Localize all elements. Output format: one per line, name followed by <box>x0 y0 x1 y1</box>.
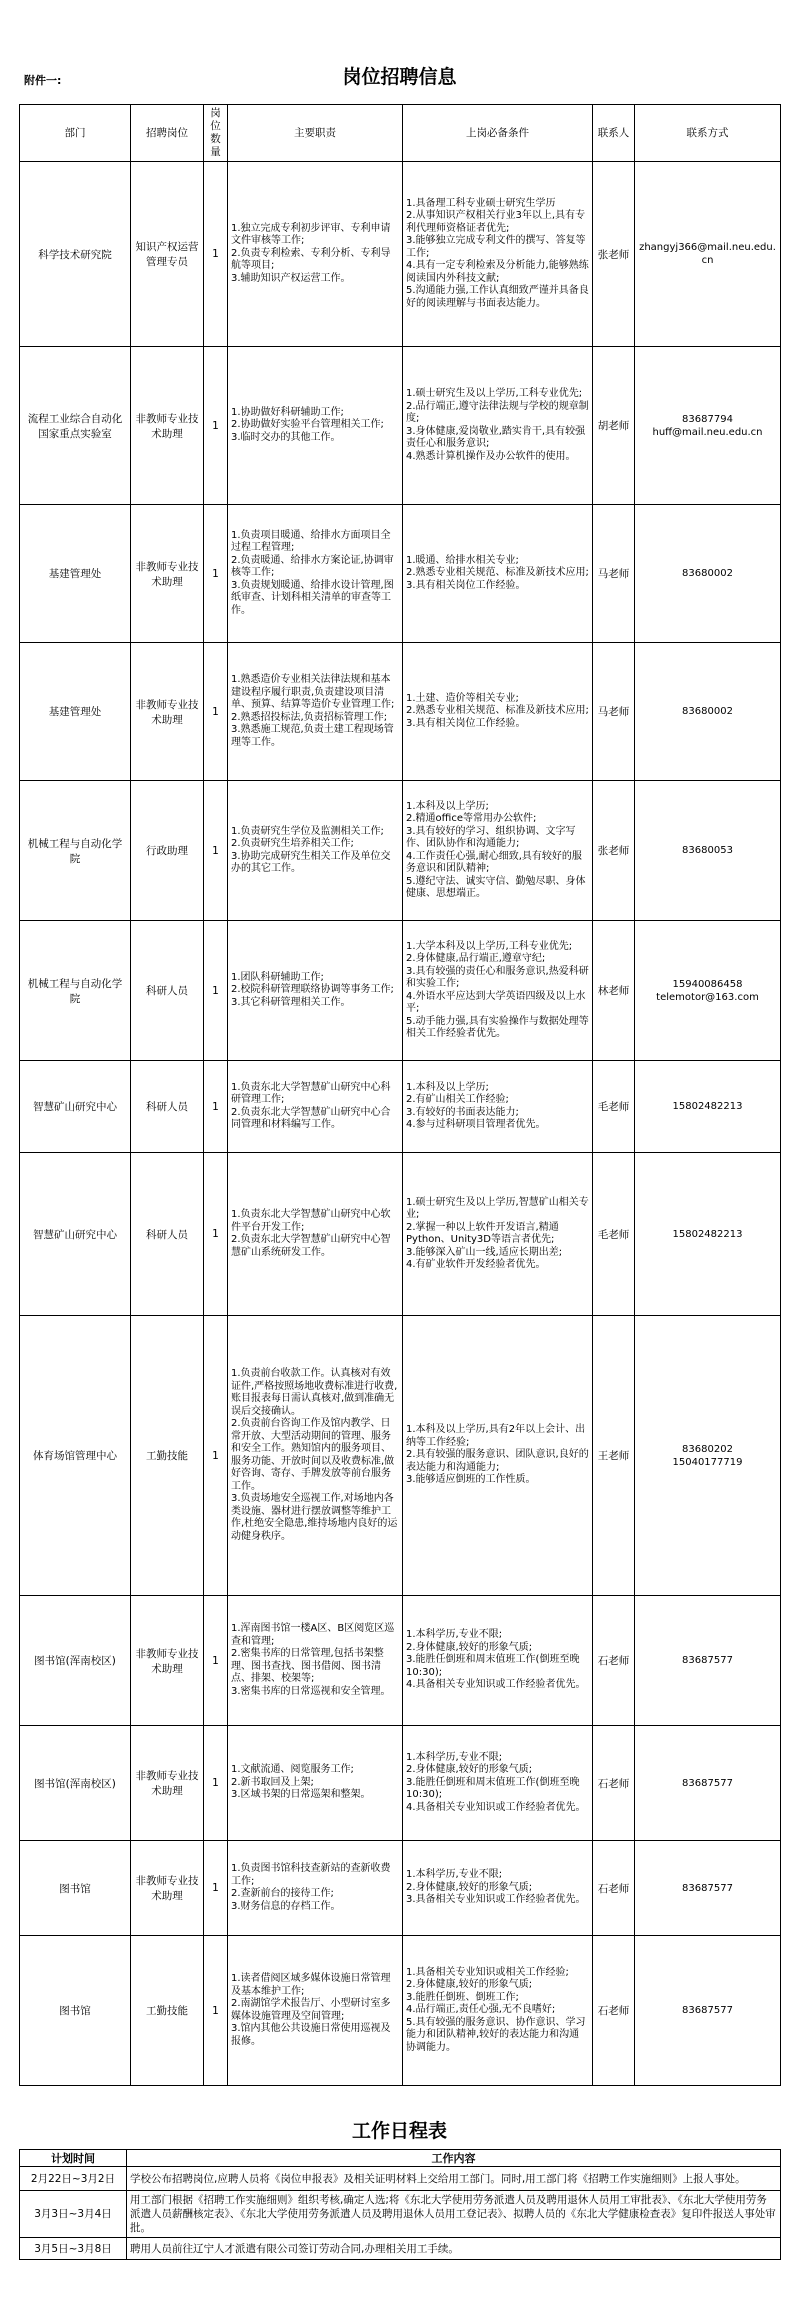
reqs-cell-line: 3.能够适应倒班的工作性质。 <box>406 1474 536 1486</box>
duties-cell-line: 3.临时交办的其他工作。 <box>231 431 341 443</box>
reqs-cell-line: 4.具备相关专业知识或工作经验者优先。 <box>406 1801 586 1813</box>
reqs-cell-line: 4.工作责任心强,耐心细致,具有较好的服务意识和团队精神; <box>406 850 582 874</box>
contact-info-cell-line: 83680002 <box>682 706 733 717</box>
table-row <box>20 1153 781 1316</box>
reqs-cell-line: 2.掌握一种以上软件开发语言,精通Python、Unity3D等语言者优先; <box>406 1221 559 1245</box>
reqs-cell-line: 3.具有相关岗位工作经验。 <box>406 579 526 591</box>
contact-info-cell-line: zhangyj366@mail.neu.edu.cn <box>639 242 776 266</box>
reqs-cell <box>403 1726 593 1841</box>
reqs-cell-line: 1.本科及以上学历; <box>406 1081 489 1093</box>
duties-cell-line: 1.负责项目暖通、给排水方面项目全过程工程管理; <box>231 529 391 554</box>
reqs-cell-line: 5.遵纪守法、诚实守信、勤勉尽职、身体健康、思想端正。 <box>406 875 586 899</box>
schedule-header-row <box>20 2150 781 2167</box>
contact-info-cell <box>635 1316 781 1596</box>
contact-info-cell <box>635 781 781 921</box>
contact-person-cell: 石老师 <box>593 1841 635 1936</box>
duties-cell-line: 1.负责图书馆科技查新站的查新收费工作; <box>231 1863 391 1887</box>
reqs-cell-line: 1.本科及以上学历; <box>406 800 489 812</box>
contact-info-cell-line: 83687794 <box>682 413 733 425</box>
header-dept: 部门 <box>20 105 131 162</box>
post-cell: 知识产权运营管理专员 <box>131 162 204 347</box>
contact-info-cell-line: 83680202 <box>682 1443 733 1455</box>
reqs-cell-line: 1.本科学历,专业不限; <box>406 1751 503 1763</box>
reqs-cell <box>403 781 593 921</box>
table-row <box>20 643 781 781</box>
duties-cell-line: 3.负责场地安全巡视工作,对场地内各类设施、器材进行摆放调整等维护工作,杜绝安全隐患,维持场地内良好的运动健身秩序。 <box>231 1493 398 1542</box>
reqs-cell-line: 3.具备相关专业知识或工作经验者优先。 <box>406 1894 586 1906</box>
dept-cell: 图书馆(浑南校区) <box>20 1726 131 1841</box>
count-cell: 1 <box>204 505 228 643</box>
reqs-cell-line: 2.具有较强的服务意识、团队意识,良好的表达能力和沟通能力; <box>406 1449 589 1473</box>
table-row <box>20 1596 781 1726</box>
contact-info-cell-line: 15802482213 <box>672 1101 743 1112</box>
post-cell: 科研人员 <box>131 1153 204 1316</box>
post-cell: 非教师专业技术助理 <box>131 1596 204 1726</box>
count-cell: 1 <box>204 1316 228 1596</box>
dept-cell: 基建管理处 <box>20 505 131 643</box>
duties-cell-line: 2.南湖馆学术报告厅、小型研讨室多媒体设施管理及空间管理; <box>231 1998 391 2022</box>
page-title: 岗位招聘信息 <box>342 66 457 88</box>
reqs-cell-line: 1.硕士研究生及以上学历,智慧矿山相关专业; <box>406 1196 589 1220</box>
post-cell: 非教师专业技术助理 <box>131 1726 204 1841</box>
schedule-table <box>19 2149 781 2260</box>
contact-info-cell-line: 83680053 <box>682 845 733 856</box>
duties-cell <box>228 347 403 505</box>
reqs-cell-line: 1.本科学历,专业不限; <box>406 1629 503 1641</box>
header-time: 计划时间 <box>20 2150 127 2167</box>
contact-info-cell <box>635 921 781 1061</box>
table-row <box>20 781 781 921</box>
contact-info-cell-line: telemotor@163.com <box>656 991 759 1003</box>
duties-cell-line: 3.熟悉施工规范,负责土建工程现场管理等工作。 <box>231 724 394 748</box>
contact-info-cell <box>635 1936 781 2086</box>
duties-cell-line: 3.财务信息的存档工作。 <box>231 1900 341 1912</box>
reqs-cell <box>403 505 593 643</box>
duties-cell-line: 1.读者借阅区域多媒体设施日常管理及基本维护工作; <box>231 1973 391 1997</box>
duties-cell-line: 1.团队科研辅助工作; <box>231 971 324 983</box>
contact-person-cell: 马老师 <box>593 505 635 643</box>
duties-cell <box>228 1726 403 1841</box>
duties-cell-line: 2.新书取回及上架; <box>231 1776 314 1788</box>
post-cell: 非教师专业技术助理 <box>131 505 204 643</box>
contact-info-cell <box>635 1596 781 1726</box>
duties-cell-line: 2.查新前台的接待工作; <box>231 1888 334 1899</box>
post-cell: 工勤技能 <box>131 1316 204 1596</box>
reqs-cell-line: 3.能胜任倒班、倒班工作; <box>406 1991 519 2003</box>
duties-cell-line: 1.浑南图书馆一楼A区、B区阅览区巡查和管理; <box>231 1623 395 1647</box>
schedule-row <box>20 2238 781 2260</box>
duties-cell <box>228 1596 403 1726</box>
recruitment-table <box>19 104 781 2086</box>
contact-info-cell <box>635 1061 781 1153</box>
dept-cell: 机械工程与自动化学院 <box>20 781 131 921</box>
duties-cell-line: 3.馆内其他公共设施日常使用巡视及报修。 <box>231 2023 391 2047</box>
dept-cell: 基建管理处 <box>20 643 131 781</box>
contact-info-cell-line: 83687577 <box>682 1882 733 1894</box>
reqs-cell <box>403 162 593 347</box>
table-row <box>20 505 781 643</box>
duties-cell-line: 1.负责研究生学位及监测相关工作; <box>231 825 384 837</box>
reqs-cell <box>403 921 593 1061</box>
reqs-cell-line: 3.能够独立完成专利文件的撰写、答复等工作; <box>406 235 586 259</box>
contact-person-cell: 张老师 <box>593 781 635 921</box>
duties-cell <box>228 505 403 643</box>
reqs-cell-line: 2.品行端正,遵守法律法规与学校的规章制度; <box>406 400 589 424</box>
reqs-cell <box>403 1153 593 1316</box>
content-cell: 聘用人员前往辽宁人才派遣有限公司签订劳动合同,办理相关用工手续。 <box>127 2238 781 2260</box>
duties-cell <box>228 1061 403 1153</box>
reqs-cell-line: 4.熟悉计算机操作及办公软件的使用。 <box>406 450 576 462</box>
count-cell: 1 <box>204 347 228 505</box>
reqs-cell-line: 3.能够深入矿山一线,适应长期出差; <box>406 1246 563 1258</box>
reqs-cell-line: 4.具备相关专业知识或工作经验者优先。 <box>406 1679 586 1691</box>
reqs-cell <box>403 643 593 781</box>
reqs-cell-line: 5.动手能力强,具有实验操作与数据处理等相关工作经验者优先。 <box>406 1015 589 1039</box>
duties-cell-line: 2.负责东北大学智慧矿山研究中心智慧矿山系统研发工作。 <box>231 1234 391 1258</box>
header-post: 招聘岗位 <box>131 105 204 162</box>
reqs-cell-line: 2.从事知识产权相关行业3年以上,具有专利代理师资格证者优先; <box>406 210 586 234</box>
duties-cell-line: 3.辅助知识产权运营工作。 <box>231 272 351 284</box>
header-person: 联系人 <box>593 105 635 162</box>
reqs-cell-line: 1.具备相关专业知识或相关工作经验; <box>406 1966 569 1978</box>
contact-person-cell: 石老师 <box>593 1596 635 1726</box>
reqs-cell <box>403 1061 593 1153</box>
post-cell: 行政助理 <box>131 781 204 921</box>
reqs-cell-line: 4.品行端正,责任心强,无不良嗜好; <box>406 2004 556 2016</box>
duties-cell-line: 2.熟悉招投标法,负责招标管理工作; <box>231 711 388 723</box>
table-row <box>20 921 781 1061</box>
table-row <box>20 1316 781 1596</box>
table-header-row <box>20 105 781 162</box>
reqs-cell-line: 2.精通office等常用办公软件; <box>406 813 537 824</box>
duties-cell <box>228 781 403 921</box>
count-cell: 1 <box>204 162 228 347</box>
reqs-cell-line: 1.大学本科及以上学历,工科专业优先; <box>406 940 573 952</box>
contact-person-cell: 毛老师 <box>593 1061 635 1153</box>
contact-info-cell-line: 15040177719 <box>672 1456 743 1468</box>
duties-cell-line: 1.负责东北大学智慧矿山研究中心软件平台开发工作; <box>231 1209 391 1233</box>
reqs-cell-line: 1.本科学历,专业不限; <box>406 1869 503 1881</box>
duties-cell <box>228 1841 403 1936</box>
reqs-cell-line: 4.参与过科研项目管理者优先。 <box>406 1119 546 1130</box>
table-row <box>20 1726 781 1841</box>
contact-info-cell-line: 15802482213 <box>672 1228 743 1240</box>
duties-cell <box>228 162 403 347</box>
reqs-cell-line: 3.能胜任倒班和周末值班工作(倒班至晚10:30); <box>406 1776 580 1801</box>
attachment-label: 附件一: <box>24 74 62 87</box>
contact-person-cell: 石老师 <box>593 1726 635 1841</box>
dept-cell: 图书馆 <box>20 1841 131 1936</box>
duties-cell-line: 2.负责暖通、给排水方案论证,协调审核等工作; <box>231 554 394 579</box>
duties-cell-line: 2.负责东北大学智慧矿山研究中心合同管理和材料编写工作。 <box>231 1106 391 1130</box>
count-cell: 1 <box>204 921 228 1061</box>
table-row <box>20 162 781 347</box>
reqs-cell-line: 1.硕士研究生及以上学历,工科专业优先; <box>406 388 583 399</box>
contact-person-cell: 胡老师 <box>593 347 635 505</box>
count-cell: 1 <box>204 1726 228 1841</box>
dept-cell: 智慧矿山研究中心 <box>20 1153 131 1316</box>
duties-cell-line: 2.负责前台咨询工作及馆内教学、日常开放、大型活动期间的管理、服务和安全工作。熟知馆内的服务项目、服务功能、开放时间以及收费标准,做好咨询、寄存、手牌发放等前台服务工作。 <box>231 1418 395 1492</box>
table-row <box>20 1061 781 1153</box>
duties-cell-line: 2.负责专利检索、专利分析、专利导航等项目; <box>231 247 391 272</box>
post-cell: 非教师专业技术助理 <box>131 347 204 505</box>
contact-info-cell-line: 83687577 <box>682 1777 733 1789</box>
reqs-cell-line: 2.熟悉专业相关规范、标准及新技术应用; <box>406 705 589 717</box>
dept-cell: 科学技术研究院 <box>20 162 131 347</box>
post-cell: 科研人员 <box>131 1061 204 1153</box>
dept-cell: 体育场馆管理中心 <box>20 1316 131 1596</box>
dept-cell: 图书馆(浑南校区) <box>20 1596 131 1726</box>
duties-cell-line: 3.负责规划暖通、给排水设计管理,图纸审查、计划科相关清单的审查等工作。 <box>231 579 394 616</box>
reqs-cell-line: 3.具有较好的学习、组织协调、文字写作、团队协作和沟通能力; <box>406 825 576 849</box>
content-cell: 学校公布招聘岗位,应聘人员将《岗位申报表》及相关证明材料上交给用工部门。同时,用工部门将《招聘工作实施细则》上报人事处。 <box>127 2167 781 2191</box>
reqs-cell-line: 3.具有较强的责任心和服务意识,热爱科研和实验工作; <box>406 965 589 989</box>
duties-cell-line: 1.负责东北大学智慧矿山研究中心科研管理工作; <box>231 1081 391 1105</box>
reqs-cell-line: 3.有较好的书面表达能力; <box>406 1106 519 1118</box>
contact-person-cell: 石老师 <box>593 1936 635 2086</box>
dept-cell: 图书馆 <box>20 1936 131 2086</box>
time-cell: 2月22日~3月2日 <box>20 2167 127 2191</box>
contact-person-cell: 林老师 <box>593 921 635 1061</box>
dept-cell: 流程工业综合自动化国家重点实验室 <box>20 347 131 505</box>
post-cell: 工勤技能 <box>131 1936 204 2086</box>
table-row <box>20 347 781 505</box>
reqs-cell-line: 2.身体健康,较好的形象气质; <box>406 1641 533 1653</box>
contact-info-cell-line: huff@mail.neu.edu.cn <box>652 426 763 438</box>
contact-person-cell: 王老师 <box>593 1316 635 1596</box>
header-duties: 主要职责 <box>228 105 403 162</box>
reqs-cell-line: 2.身体健康,较好的形象气质; <box>406 1764 533 1776</box>
reqs-cell-line: 1.具备理工科专业硕士研究生学历 <box>406 197 556 209</box>
duties-cell-line: 2.协助做好实验平台管理相关工作; <box>231 419 384 431</box>
header-content: 工作内容 <box>127 2150 781 2167</box>
duties-cell-line: 2.密集书库的日常管理,包括书架整理、图书查找、图书借阅、图书清点、排架、校架等; <box>231 1648 384 1684</box>
post-cell: 科研人员 <box>131 921 204 1061</box>
contact-info-cell <box>635 347 781 505</box>
table-row <box>20 1936 781 2086</box>
reqs-cell-line: 2.熟悉专业相关规范、标准及新技术应用; <box>406 567 589 579</box>
time-cell: 3月5日~3月8日 <box>20 2238 127 2260</box>
contact-info-cell-line: 83687577 <box>682 2005 733 2016</box>
reqs-cell-line: 2.身体健康,较好的形象气质; <box>406 1979 533 1991</box>
contact-person-cell: 毛老师 <box>593 1153 635 1316</box>
dept-cell: 机械工程与自动化学院 <box>20 921 131 1061</box>
contact-info-cell <box>635 1841 781 1936</box>
contact-info-cell <box>635 1726 781 1841</box>
count-cell: 1 <box>204 1061 228 1153</box>
duties-cell-line: 1.独立完成专利初步评审、专利申请文件审核等工作; <box>231 222 391 247</box>
count-cell: 1 <box>204 781 228 921</box>
schedule-row <box>20 2167 781 2191</box>
content-cell: 用工部门根据《招聘工作实施细则》组织考核,确定人选;将《东北大学使用劳务派遣人员及聘用退休人员用工审批表》、《东北大学使用劳务派遣人员薪酬核定表》、《东北大学使用劳务派遣人员及聘用退休人员用工登记表》、拟聘人员的《东北大学健康检查表》复印件报送人事处审批。 <box>127 2191 781 2238</box>
reqs-cell-line: 1.土建、造价等相关专业; <box>406 692 519 704</box>
count-cell: 1 <box>204 643 228 781</box>
duties-cell-line: 2.负责研究生培养相关工作; <box>231 838 354 849</box>
contact-person-cell: 张老师 <box>593 162 635 347</box>
duties-cell <box>228 643 403 781</box>
reqs-cell-line: 4.外语水平应达到大学英语四级及以上水平; <box>406 990 586 1014</box>
duties-cell-line: 1.负责前台收款工作。认真核对有效证件,严格按照场地收费标准进行收费,账目报表每日需认真核对,做到准确无误后交接确认。 <box>231 1368 398 1417</box>
contact-info-cell-line: 83687577 <box>682 1655 733 1666</box>
duties-cell-line: 2.校院科研管理联络协调等事务工作; <box>231 984 394 996</box>
reqs-cell-line: 5.沟通能力强,工作认真细致严谨并具备良好的阅读理解与书面表达能力。 <box>406 285 589 309</box>
contact-info-cell-line: 15940086458 <box>672 978 743 990</box>
post-cell: 非教师专业技术助理 <box>131 643 204 781</box>
count-cell: 1 <box>204 1841 228 1936</box>
reqs-cell-line: 4.具有一定专利检索及分析能力,能够熟练阅读国内外科技文献; <box>406 260 589 284</box>
duties-cell-line: 3.协助完成研究生相关工作及单位交办的其它工作。 <box>231 850 391 874</box>
contact-info-cell-line: 83680002 <box>682 568 733 579</box>
count-cell: 1 <box>204 1153 228 1316</box>
contact-person-cell: 马老师 <box>593 643 635 781</box>
reqs-cell-line: 3.能胜任倒班和周末值班工作(倒班至晚10:30); <box>406 1654 580 1678</box>
count-cell: 1 <box>204 1596 228 1726</box>
header-reqs: 上岗必备条件 <box>403 105 593 162</box>
duties-cell <box>228 921 403 1061</box>
reqs-cell <box>403 1841 593 1936</box>
duties-cell-line: 3.其它科研管理相关工作。 <box>231 996 351 1008</box>
reqs-cell <box>403 1316 593 1596</box>
post-cell: 非教师专业技术助理 <box>131 1841 204 1936</box>
reqs-cell-line: 3.身体健康,爱岗敬业,踏实肯干,具有较强责任心和服务意识; <box>406 425 586 449</box>
duties-cell <box>228 1936 403 2086</box>
duties-cell-line: 3.区域书架的日常巡架和整架。 <box>231 1789 371 1801</box>
duties-cell <box>228 1316 403 1596</box>
duties-cell <box>228 1153 403 1316</box>
reqs-cell-line: 2.有矿山相关工作经验; <box>406 1094 509 1105</box>
contact-info-cell <box>635 162 781 347</box>
duties-cell-line: 1.熟悉造价专业相关法律法规和基本建设程序履行职责,负责建设项目清单、预算、结算等造价专业管理工作; <box>231 674 395 710</box>
header-count: 岗位数量 <box>204 105 228 162</box>
reqs-cell <box>403 1596 593 1726</box>
dept-cell: 智慧矿山研究中心 <box>20 1061 131 1153</box>
reqs-cell-line: 3.具有相关岗位工作经验。 <box>406 717 526 729</box>
schedule-row <box>20 2191 781 2238</box>
reqs-cell-line: 1.暖通、给排水相关专业; <box>406 554 519 566</box>
reqs-cell-line: 1.本科及以上学历,具有2年以上会计、出纳等工作经验; <box>406 1424 586 1448</box>
duties-cell-line: 1.文献流通、阅览服务工作; <box>231 1764 354 1776</box>
duties-cell-line: 3.密集书库的日常巡视和安全管理。 <box>231 1685 391 1697</box>
contact-info-cell <box>635 505 781 643</box>
reqs-cell-line: 4.有矿业软件开发经验者优先。 <box>406 1259 546 1270</box>
reqs-cell-line: 2.身体健康,较好的形象气质; <box>406 1881 533 1893</box>
reqs-cell-line: 2.身体健康,品行端正,遵章守纪; <box>406 953 546 964</box>
reqs-cell <box>403 1936 593 2086</box>
contact-info-cell <box>635 643 781 781</box>
contact-info-cell <box>635 1153 781 1316</box>
duties-cell-line: 1.协助做好科研辅助工作; <box>231 406 344 418</box>
reqs-cell-line: 5.具有较强的服务意识、协作意识、学习能力和团队精神,较好的表达能力和沟通协调能力。 <box>406 2016 586 2053</box>
time-cell: 3月3日~3月4日 <box>20 2191 127 2238</box>
header-contact: 联系方式 <box>635 105 781 162</box>
count-cell: 1 <box>204 1936 228 2086</box>
schedule-title: 工作日程表 <box>351 2120 447 2142</box>
table-row <box>20 1841 781 1936</box>
reqs-cell <box>403 347 593 505</box>
